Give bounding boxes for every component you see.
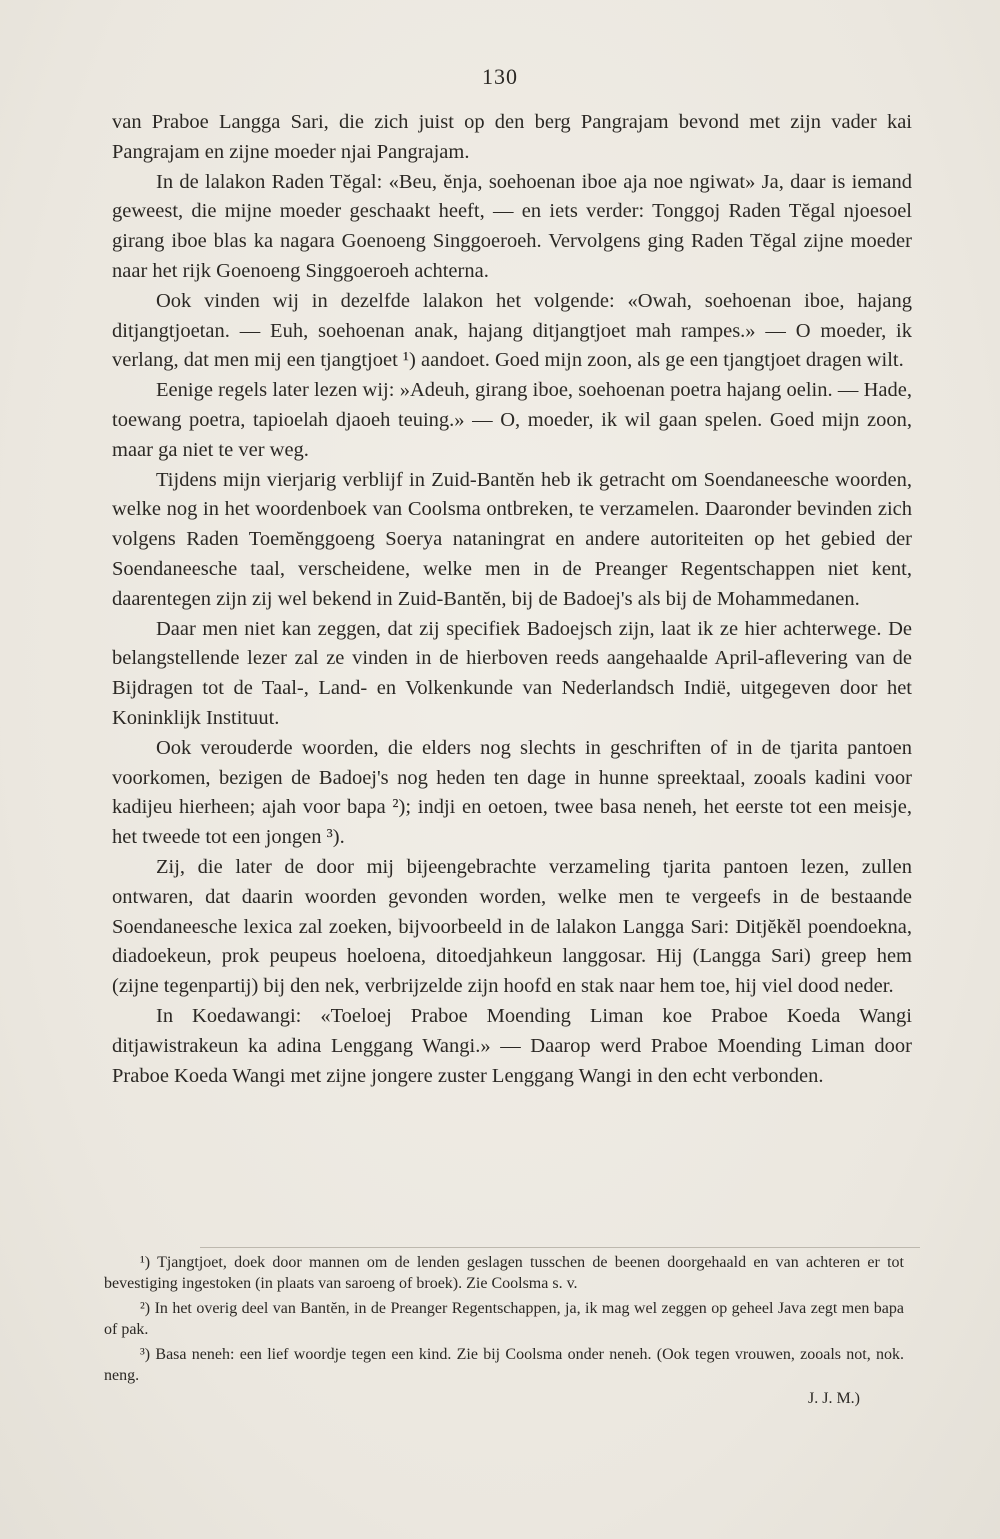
footnote-2: ²) In het overig deel van Bantĕn, in de Preanger Regentschappen, ja, ik mag wel zeggen op geheel Java zegt men bapa of pak. bbox=[104, 1300, 904, 1338]
paragraph-6: Daar men niet kan zeggen, dat zij specifiek Badoejsch zijn, laat ik ze hier achterwege. De belangstellende lezer zal ze vinden in de hierboven reeds aangehaalde April-aflevering van de Bijdragen tot de Taal-, Land- en Volkenkunde van Nederlandsch Indië, uitgegeven door het Koninklijk Instituut. bbox=[112, 617, 912, 729]
paragraph-9: In Koedawangi: «Toeloej Praboe Moending Liman koe Praboe Koeda Wangi ditjawistrakeun ka adina Lenggang Wangi.» — Daarop werd Praboe Moending Liman door Praboe Koeda Wangi met zijne jongere zuster Lenggang Wangi in den echt verbonden. bbox=[112, 1004, 912, 1087]
footnote-3: ³) Basa neneh: een lief woordje tegen een kind. Zie bij Coolsma onder neneh. (Ook tegen vrouwen, zooals not, nok. neng. bbox=[104, 1346, 904, 1384]
footnotes bbox=[104, 1252, 904, 1409]
page-number: 130 bbox=[482, 64, 518, 89]
paragraph-3: Ook vinden wij in dezelfde lalakon het volgende: «Owah, soehoenan iboe, hajang ditjangtjoetan. — Euh, soehoenan anak, hajang ditjangtjoet mah rampes.» — O moeder, ik verlang, dat men mij een tjangtjoet ¹) aandoet. Goed mijn zoon, als ge een tjangtjoet dragen wilt. bbox=[112, 289, 912, 372]
footnote-divider bbox=[200, 1247, 920, 1248]
paragraph-4: Eenige regels later lezen wij: »Adeuh, girang iboe, soehoenan poetra hajang oelin. — Hade, toewang poetra, tapioelah djaoeh teuing.» — O, moeder, ik wil gaan spelen. Goed mijn zoon, maar ga niet te ver weg. bbox=[112, 379, 912, 461]
paragraph-8: Zij, die later de door mij bijeengebrachte verzameling tjarita pantoen lezen, zullen ontwaren, dat daarin woorden gevonden worden, welke men te vergeefs in de bestaande Soendaneesche lexica zal zoeken, bijvoorbeeld in de lalakon Langga Sari: Ditjĕkĕl poendoekna, diadoekeun, prok peupeus hoeloena, ditoedjahkeun langgosar. Hij (Langga Sari) greep hem (zijne tegenpartij) bij den nek, verbrijzelde zijn hoofd en stak naar hem toe, hij viel dood neder. bbox=[112, 855, 912, 998]
main-text bbox=[112, 108, 912, 1091]
paragraph-1: van Praboe Langga Sari, die zich juist op den berg Pangrajam bevond met zijn vader kai Pangrajam en zijne moeder njai Pangrajam. bbox=[112, 111, 912, 163]
paragraph-5: Tijdens mijn vierjarig verblijf in Zuid-Bantĕn heb ik getracht om Soendaneesche woorden, welke nog in het woordenboek van Coolsma ontbreken, te verzamelen. Daaronder bevinden zich volgens Raden Toemĕnggoeng Soerya nataningrat en andere autoriteiten op het gebied der Soendaneesche taal, verscheidene, welke men in de Preanger Regentschappen niet kent, daarentegen zijn zij wel bekend in Zuid-Bantĕn, bij de Badoej's als bij de Mohammedanen. bbox=[112, 468, 912, 610]
footnote-1: ¹) Tjangtjoet, doek door mannen om de lenden geslagen tusschen de beenen doorgehaald en van achteren er tot bevestiging ingestoken (in plaats van saroeng of broek). Zie Coolsma s. v. bbox=[104, 1254, 904, 1292]
signature: J. J. M.) bbox=[807, 1390, 860, 1407]
paragraph-2: In de lalakon Raden Tĕgal: «Beu, ĕnja, soehoenan iboe aja noe ngiwat» Ja, daar is iemand geweest, die mijne moeder geschaakt heeft, — en iets verder: Tonggoj Raden Tĕgal njoesoel girang iboe blas ka nagara Goenoeng Singgoeroeh. Vervolgens ging Raden Tĕgal zijne moeder naar het rijk Goenoeng Singgoeroeh achterna. bbox=[112, 170, 912, 282]
paragraph-7: Ook verouderde woorden, die elders nog slechts in geschriften of in de tjarita pantoen voorkomen, bezigen de Badoej's nog heden ten dage in hunne spreektaal, zooals kadini voor kadijeu hierheen; ajah voor bapa ²); indji en oetoen, twee basa neneh, het eerste tot een meisje, het tweede tot een jongen ³). bbox=[112, 736, 912, 849]
